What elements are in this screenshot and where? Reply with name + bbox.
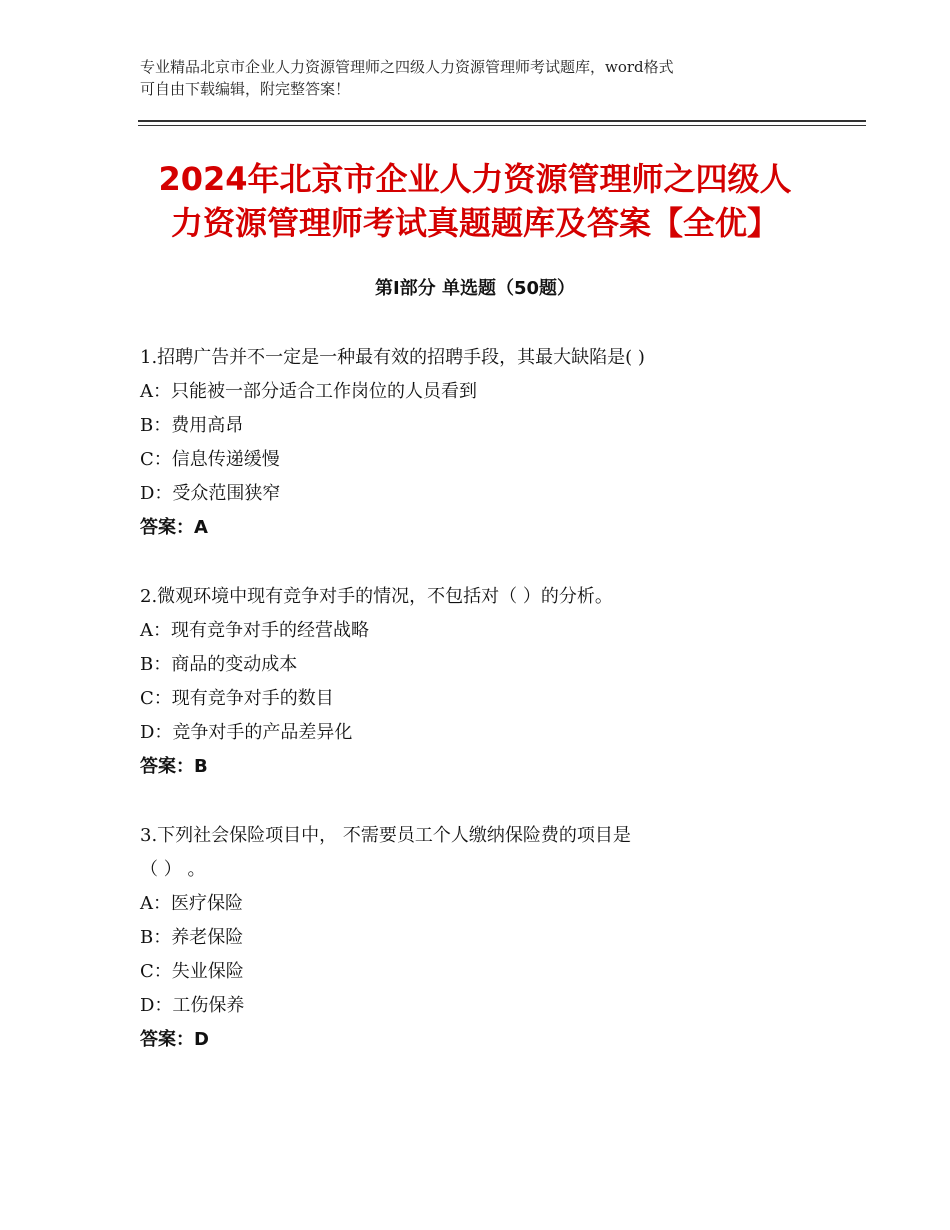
answer: 答案：B — [140, 756, 208, 777]
question-stem: 2.微观环境中现有竞争对手的情况，不包括对（ ）的分析。 — [140, 586, 613, 607]
header-divider-thick — [138, 120, 866, 122]
question-3 — [140, 819, 820, 1057]
answer: 答案：D — [140, 1029, 209, 1050]
option-d: D：竞争对手的产品差异化 — [140, 722, 353, 743]
option-c: C：失业保险 — [140, 961, 244, 982]
document-title — [100, 157, 850, 245]
option-a: A：医疗保险 — [140, 893, 243, 914]
option-c: C：信息传递缓慢 — [140, 449, 280, 470]
question-stem: 3.下列社会保险项目中， 不需要员工个人缴纳保险费的项目是 — [140, 825, 631, 846]
header-note-line-2: 可自由下载编辑，附完整答案！ — [140, 80, 351, 98]
header-note — [140, 56, 820, 100]
document-title-line-1: 2024年北京市企业人力资源管理师之四级人 — [158, 160, 792, 198]
option-a: A：只能被一部分适合工作岗位的人员看到 — [140, 381, 477, 402]
question-1 — [140, 341, 820, 545]
option-d: D：工伤保养 — [140, 995, 245, 1016]
question-2 — [140, 580, 820, 784]
header-divider-thin — [138, 125, 866, 126]
question-stem: 1.招聘广告并不一定是一种最有效的招聘手段，其最大缺陷是( ) — [140, 347, 645, 368]
section-heading: 第Ⅰ部分 单选题（50题） — [374, 278, 575, 299]
header-note-line-1: 专业精品北京市企业人力资源管理师之四级人力资源管理师考试题库，word格式 — [140, 58, 674, 76]
option-a: A：现有竞争对手的经营战略 — [140, 620, 369, 641]
question-stem-continuation: （ ） 。 — [140, 859, 206, 880]
answer: 答案：A — [140, 517, 208, 538]
document-title-line-2: 力资源管理师考试真题题库及答案【全优】 — [170, 204, 779, 242]
option-b: B：商品的变动成本 — [140, 654, 298, 675]
option-b: B：养老保险 — [140, 927, 244, 948]
option-b: B：费用高昂 — [140, 415, 244, 436]
option-c: C：现有竞争对手的数目 — [140, 688, 334, 709]
option-d: D：受众范围狭窄 — [140, 483, 281, 504]
